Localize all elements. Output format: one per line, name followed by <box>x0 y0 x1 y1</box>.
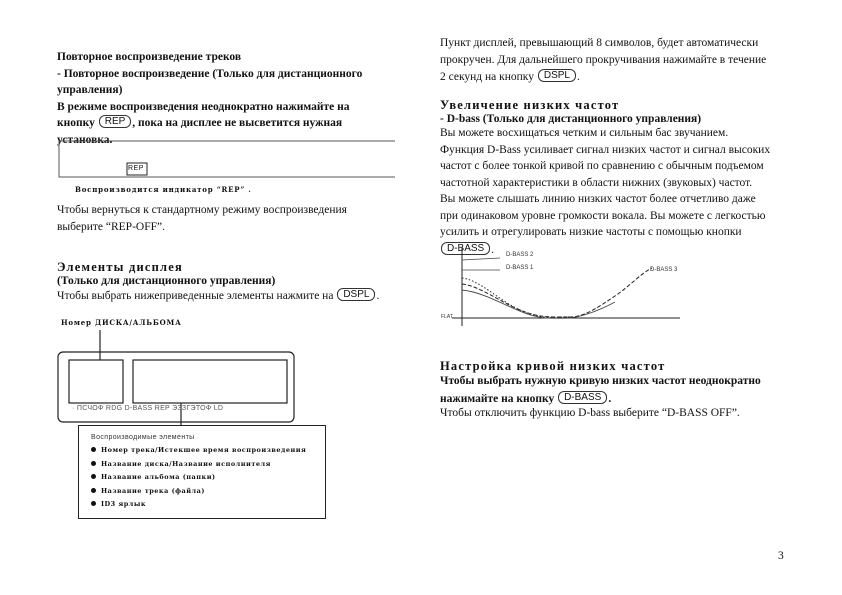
bass-title: Увеличение низких частот <box>440 98 620 112</box>
repeat-return-text <box>57 202 397 235</box>
list-item-label: ID3 ярлык <box>101 500 147 508</box>
list-item <box>91 485 325 499</box>
display-subtitle: (Только для дистанционного управления) <box>57 275 276 287</box>
bullet-icon <box>91 461 96 466</box>
list-item <box>91 458 325 472</box>
displayable-items-title: Воспроизводимые элементы <box>91 434 195 441</box>
display-title: Элементы дисплея <box>57 260 183 274</box>
list-item <box>91 444 325 458</box>
repeat-instruction-line3: установка. <box>57 133 113 146</box>
scroll-line3-post: . <box>576 71 580 83</box>
scroll-line3-pre: 2 секунд на кнопку <box>440 71 534 83</box>
bullet-icon <box>91 474 96 479</box>
scroll-paragraph <box>440 35 810 86</box>
page-number: 3 <box>778 550 784 562</box>
rep-display-illustration <box>57 139 397 183</box>
flat-label: FLAT <box>441 314 453 320</box>
dbass2-label: D-BASS 2 <box>506 252 534 258</box>
dspl-key-icon: DSPL <box>337 288 375 301</box>
bullet-icon <box>91 501 96 506</box>
rep-indicator-caption: Воспроизводится индикатор “REP” . <box>75 185 252 194</box>
bass-line: Вы можете восхищаться четким и сильным бас звучанием. <box>440 127 729 139</box>
displayable-items-list <box>91 444 325 512</box>
bass-subtitle: - D-bass (Только для дистанционного управления) <box>440 113 702 125</box>
dbass3-label: D-BASS 3 <box>650 267 678 273</box>
repeat-return-line2: выберите “REP-OFF”. <box>57 220 165 233</box>
curve-instruction-post: . <box>608 392 612 405</box>
bullet-icon <box>91 488 96 493</box>
curve-title: Настройка кривой низких частот <box>440 359 666 373</box>
dbass-key-icon: D-BASS <box>441 242 490 255</box>
dbass-off-text: Чтобы отключить функцию D-bass выберите “D-BASS OFF”. <box>440 407 740 419</box>
scroll-line2: прокручен. Для дальнейшего прокручивания нажимайте в течение <box>440 53 767 66</box>
bass-key-post: . <box>491 243 495 256</box>
rep-display-frame <box>57 139 397 183</box>
rep-key-icon: REP <box>99 115 132 128</box>
repeat-title: Повторное воспроизведение треков <box>57 51 242 63</box>
dspl-key-icon: DSPL <box>538 69 576 82</box>
list-item-label: Название альбома (папки) <box>101 473 216 481</box>
bass-line: частотной характеристики в области нижних (звуковых) частот. <box>440 176 753 189</box>
scroll-line3 <box>440 69 810 86</box>
list-item-label: Номер трека/Истекшее время воспроизведения <box>101 446 307 454</box>
bullet-icon <box>91 447 96 452</box>
list-item <box>91 498 325 512</box>
repeat-subtitle-line1: - Повторное воспроизведение (Только для дистанционного <box>57 67 363 80</box>
dbass1-label: D-BASS 1 <box>506 265 534 271</box>
bass-line: усилить и отрегулировать низкие частоты с помощью кнопки <box>440 226 742 238</box>
repeat-section <box>57 49 397 148</box>
dbass-curve-diagram <box>440 244 685 334</box>
repeat-instruction-post: , пока на дисплее не высветится нужная <box>132 117 343 129</box>
list-item-label: Название трека (файла) <box>101 486 205 495</box>
repeat-return-line1: Чтобы вернуться к стандартному режиму воспроизведения <box>57 204 347 216</box>
curve-instruction <box>440 373 820 407</box>
rep-indicator: REP <box>128 165 144 172</box>
display-instruction <box>57 288 407 305</box>
dbass-key-icon: D-BASS <box>558 391 607 404</box>
repeat-instruction-line2 <box>57 115 397 132</box>
display-instruction-post: . <box>376 290 380 302</box>
bass-line: при одинаковом уровне громкости вокала. Вы можете с легкостью <box>440 209 766 222</box>
bass-line: Функция D-Bass усиливает сигнал низких частот и сигнал высоких <box>440 143 771 156</box>
lcd-indicator-strip: · ПСЧОФ RDG D-BASS REP ЭЗЗГЭТОФ LD <box>72 405 224 412</box>
bass-line: Вы можете слышать линию низких частот более отчетливо даже <box>440 193 756 205</box>
display-instruction-pre: Чтобы выбрать нижеприведенные элементы нажмите на <box>57 290 334 302</box>
displayable-items-box <box>78 425 326 519</box>
list-item-label: Название диска/Название исполнителя <box>101 459 271 468</box>
list-item <box>91 471 325 485</box>
disc-album-label: Номер ДИСКА/АЛЬБОМА <box>61 318 182 327</box>
repeat-instruction-line1: В режиме воспроизведения неоднократно нажимайте на <box>57 100 350 113</box>
scroll-line1: Пункт дисплей, превышающий 8 символов, будет автоматически <box>440 37 759 49</box>
curve-instruction-pre: нажимайте на кнопку <box>440 392 555 405</box>
bass-line: частот с более тонкой кривой по сравнению с обычным подъемом <box>440 160 764 172</box>
repeat-instruction-pre: кнопку <box>57 117 95 129</box>
repeat-subtitle-line2: управления) <box>57 84 123 96</box>
bass-description <box>440 125 810 258</box>
curve-instruction-line1: Чтобы выбрать нужную кривую низких частот неоднократно <box>440 375 761 387</box>
